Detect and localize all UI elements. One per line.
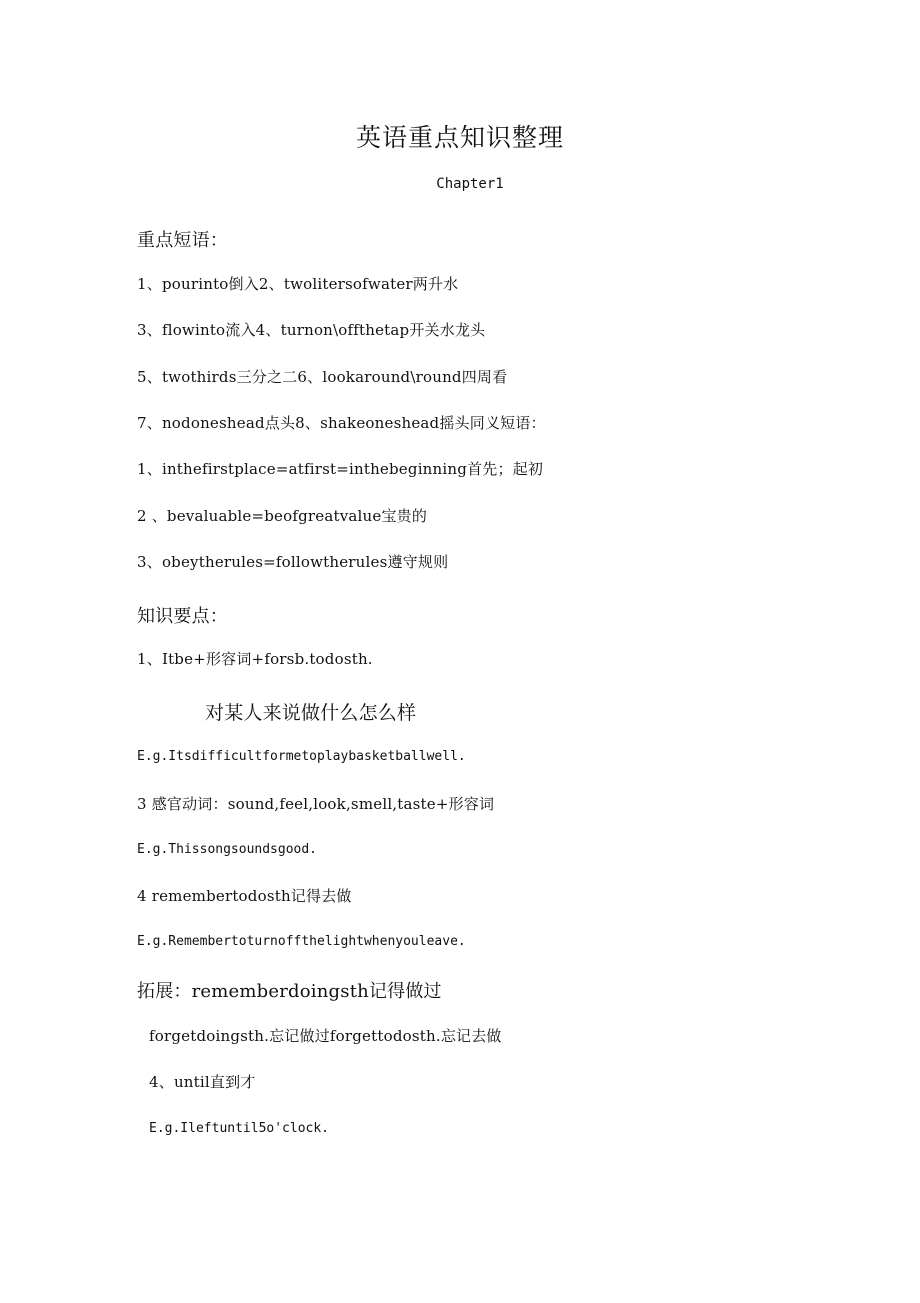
extension-line: forgetdoingsth.忘记做过forgettodosth.忘记去做 (149, 1027, 502, 1045)
knowledge-line: 4、until直到才 (149, 1073, 256, 1091)
example-sentence: E.g.Remembertoturnoffthelightwhenyouleave. (137, 934, 466, 949)
example-sentence: E.g.Ileftuntil5o'clock. (149, 1121, 330, 1136)
synonym-line: 3、obeytherules=followtherules遵守规则 (137, 553, 449, 571)
extension-line: 拓展：rememberdoingsth记得做过 (137, 981, 442, 1002)
synonym-line: 2 、bevaluable=beofgreatvalue宝贵的 (137, 507, 428, 525)
knowledge-meaning: 对某人来说做什么怎么样 (205, 702, 417, 724)
example-sentence: E.g.Thissongsoundsgood. (137, 842, 318, 857)
knowledge-line: 3 感官动词：sound,feel,look,smell,taste+形容词 (137, 795, 495, 813)
phrase-line: 3、flowinto流入4、turnon\offthetap开关水龙头 (137, 321, 486, 339)
section-heading-knowledge-points: 知识要点： (137, 606, 228, 627)
phrase-line: 1、pourinto倒入2、twolitersofwater两升水 (137, 275, 459, 293)
phrase-line: 5、twothirds三分之二6、lookaround\round四周看 (137, 368, 508, 386)
example-sentence: E.g.Itsdifficultformetoplaybasketballwell. (137, 749, 466, 764)
document-title: 英语重点知识整理 (355, 123, 564, 152)
knowledge-line: 4 remembertodosth记得去做 (137, 887, 352, 905)
phrase-line: 7、nodoneshead点头8、shakeoneshead摇头同义短语： (137, 414, 546, 432)
section-heading-key-phrases: 重点短语： (137, 230, 228, 251)
knowledge-line: 1、Itbe+形容词+forsb.todosth. (137, 650, 373, 668)
synonym-line: 1、inthefirstplace=atfirst=inthebeginning首先；起初 (137, 460, 544, 478)
chapter-label: Chapter1 (436, 176, 504, 192)
